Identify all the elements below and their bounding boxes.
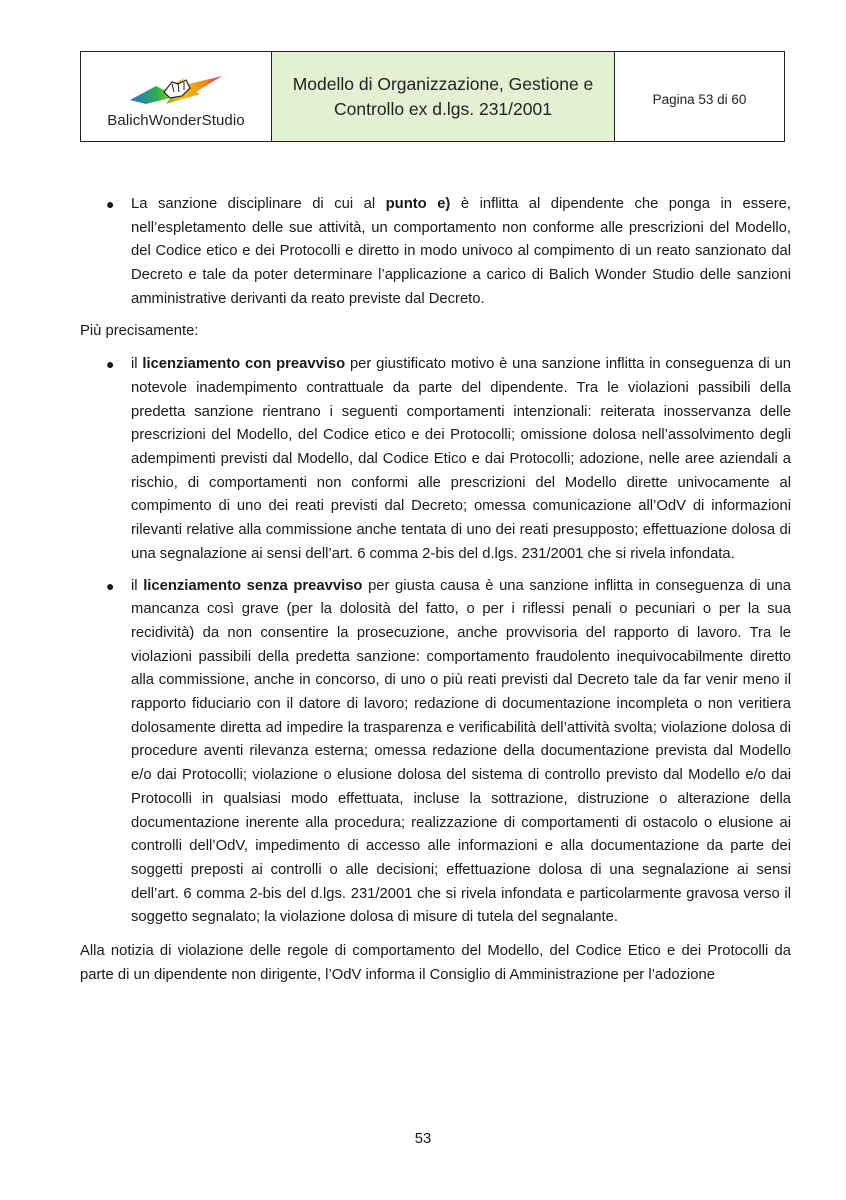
text-run: il xyxy=(131,577,144,594)
intro-paragraph: Più precisamente: xyxy=(80,322,199,339)
list-item xyxy=(80,193,791,312)
text-run: è inflitta al dipendente che ponga in essere, nell’espletamento delle sue attività, un comportamento non conforme alle prescrizioni del Modello, del Codice etico e dei Protocolli e diretto in modo univoco al compimento di un reato sanzionato dal Decreto e tale da poter determinare l’applicazione a carico di Balich Wonder Studio delle sanzioni amministrative derivanti da reato previste dal Decreto. xyxy=(131,196,791,307)
rainbow-hand-logo-icon xyxy=(126,70,226,110)
closing-paragraph: Alla notizia di violazione delle regole di comportamento del Modello, del Codice Etico e dei Protocolli da parte di un dipendente non dirigente, l’OdV informa il Consiglio di Amministrazione per l’adozione xyxy=(80,943,791,983)
logo-cell xyxy=(81,52,272,141)
title-line-2: Controllo ex d.lgs. 231/2001 xyxy=(334,98,552,119)
list-item xyxy=(80,353,791,566)
document-title xyxy=(283,72,604,122)
text-run: il xyxy=(131,356,143,373)
bullet-dot-icon: ● xyxy=(106,577,115,594)
brand-name: BalichWonderStudio xyxy=(107,112,245,129)
bullet-dot-icon: ● xyxy=(106,196,115,212)
page-footer-number: 53 xyxy=(414,1131,432,1147)
text-run: La sanzione disciplinare di cui al xyxy=(131,196,386,212)
document-body xyxy=(80,193,791,997)
bold-text: licenziamento senza preavviso xyxy=(143,577,363,594)
bold-text: punto e) xyxy=(385,196,451,212)
page-header-table xyxy=(80,51,785,142)
bold-text: licenziamento con preavviso xyxy=(142,356,346,373)
title-line-1: Modello di Organizzazione, Gestione e xyxy=(292,73,594,94)
bullet-dot-icon: ● xyxy=(106,356,115,373)
page-number-cell xyxy=(615,52,784,141)
page-label: Pagina 53 di 60 xyxy=(652,92,747,107)
text-run: per giusta causa è una sanzione inflitta in conseguenza di una mancanza così grave (per la dolosità del fatto, o per i riflessi penali o pecuniari o per la sua recidività) da non consentire la prosecuzione, anche provvisoria del rapporto di lavoro. Tra le violazioni passibili della predetta sanzione: comportamento fraudolento inequivocabilmente diretto alla commissione, anche in concorso, di uno o più reati previsti dal Decreto tale da far venir meno il rapporto fiduciario con il datore di lavoro; redazione di documentazione incompleta o non veritiera dolosamente diretta ad impedire la trasparenza e verificabilità dell’attività svolta; violazione dolosa di procedure aventi rilevanza esterna; omessa redazione della documentazione prevista dal Modello e/o dai Protocolli; violazione o elusione dolosa del sistema di controllo previsto dal Modello e/o dai Protocolli in qualsiasi modo effettuata, incluse la sottrazione, distruzione o alterazione della documentazione inerente alla procedura; realizzazione di comportamenti di ostacolo o elusione ai controlli dell’OdV, impedimento di accesso alle informazioni e alla documentazione da parte dei soggetti preposti ai controlli o alle decisioni; effettuazione dolosa di una segnalazione ai sensi dell’art. 6 comma 2-bis del d.lgs. 231/2001 che si rivela infondata e particolarmente gravosa verso il soggetto segnalato; la violazione dolosa di misure di tutela del segnalante. xyxy=(131,577,792,926)
list-item xyxy=(80,575,791,931)
text-run: per giustificato motivo è una sanzione inflitta in conseguenza di un notevole inadempimento contrattuale da parte del dipendente. Tra le violazioni passibili della predetta sanzione rientrano i seguenti comportamenti intenzionali: reiterata inosservanza delle prescrizioni del Modello, del Codice etico e dei Protocolli; omissione dolosa nell’assolvimento degli adempimenti previsti dal Modello, dal Codice Etico e dai Protocolli; adozione, nelle aree aziendali a rischio, di comportamenti non conformi alle prescrizioni del Modello dirette univocamente al compimento di uno dei reati previsti dal Decreto; omessa comunicazione all’OdV di informazioni rilevanti relative alla commissione anche tentata di uno dei reati presupposto; effettuazione dolosa di una segnalazione ai sensi dell’art. 6 comma 2-bis del d.lgs. 231/2001 che si rivela infondata. xyxy=(131,356,791,562)
document-title-cell xyxy=(272,52,615,141)
